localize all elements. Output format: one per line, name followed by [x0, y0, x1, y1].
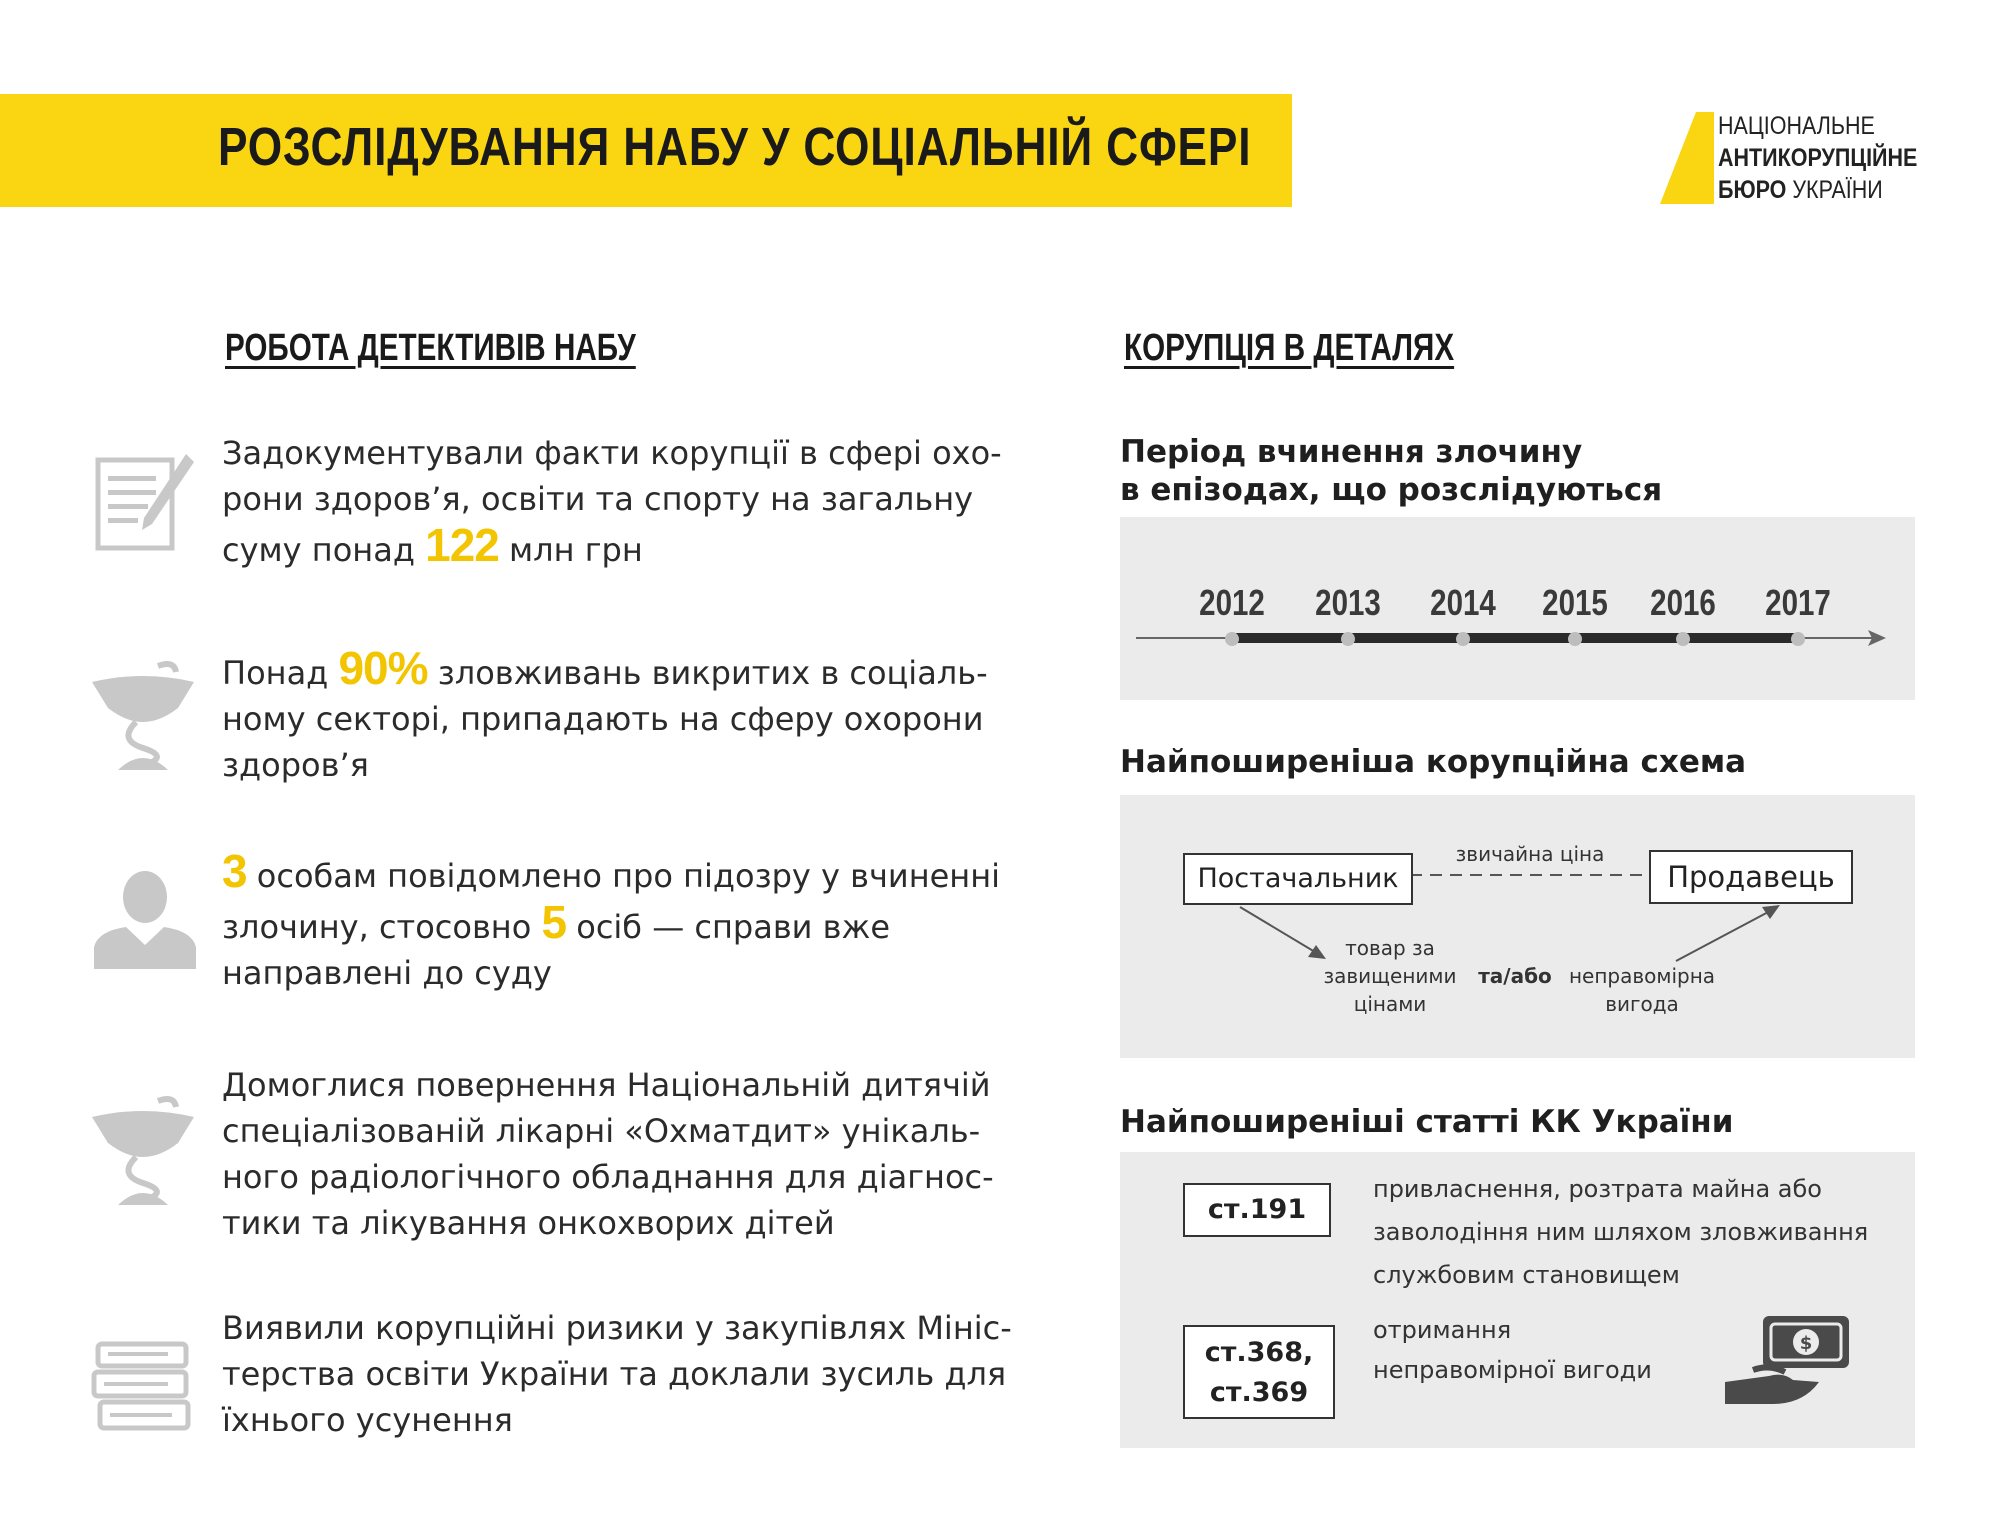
- medicine-bowl-icon: [88, 1095, 198, 1205]
- seller-box: Продавець: [1649, 850, 1853, 904]
- period-title: Період вчинення злочину в епізодах, що розслідуються: [1120, 434, 1663, 508]
- article-191-box: ст.191: [1183, 1183, 1331, 1237]
- normal-price-label: звичайна ціна: [1455, 842, 1605, 866]
- year-label: 2015: [1542, 582, 1608, 623]
- left-section-title: РОБОТА ДЕТЕКТИВІВ НАБУ: [225, 327, 636, 369]
- item-documented: [222, 430, 1012, 573]
- articles-title: Найпоширеніші статті КК України: [1120, 1104, 1734, 1140]
- highlight-percent: 90%: [338, 642, 428, 694]
- svg-text:$: $: [1799, 1333, 1813, 1354]
- logo-mark-icon: [1660, 112, 1718, 204]
- item-documented-line-1: Задокументували факти корупції в сфері охо-: [222, 434, 1002, 472]
- books-icon: [88, 1330, 198, 1440]
- nabu-logo: [1660, 110, 1940, 210]
- article-368-text: отримання неправомірної вигоди: [1373, 1316, 1652, 1384]
- logo-line-3: БЮРО УКРАЇНИ: [1718, 176, 1883, 204]
- item-procurement-line-1: Виявили корупційні ризики у закупівлях Мініс-: [222, 1309, 1012, 1347]
- item-suspects: [222, 845, 1012, 996]
- timeline-dot: [1568, 632, 1582, 646]
- item-procurement-line-3: їхнього усунення: [222, 1401, 513, 1439]
- logo-text: [1718, 110, 1917, 206]
- item-share-line-3: здоров’я: [222, 746, 369, 784]
- year-label: 2012: [1199, 582, 1265, 623]
- item-documented-line-2: рони здоров’я, освіти та спорту на загальну: [222, 480, 974, 518]
- item-equipment-line-1: Домоглися повернення Національній дитячій: [222, 1066, 991, 1104]
- medicine-bowl-icon: [88, 660, 198, 770]
- timeline-dot: [1341, 632, 1355, 646]
- and-or-label: та/або: [1478, 964, 1552, 988]
- timeline-dot: [1676, 632, 1690, 646]
- item-suspects-line-2: злочину, стосовно 5 осіб — справи вже: [222, 896, 891, 948]
- supplier-box: Постачальник: [1183, 853, 1413, 905]
- item-equipment: [222, 1062, 1012, 1246]
- year-label: 2017: [1765, 582, 1831, 623]
- article-368-369-box: ст.368, ст.369: [1183, 1325, 1335, 1419]
- page-title: РОЗСЛІДУВАННЯ НАБУ У СОЦІАЛЬНІЙ СФЕРІ: [218, 117, 1252, 177]
- year-label: 2014: [1430, 582, 1496, 623]
- item-equipment-line-3: ного радіологічного обладнання для діагнос-: [222, 1158, 994, 1196]
- money-hand-icon: [1723, 1310, 1853, 1406]
- highlight-suspects: 3: [222, 845, 247, 897]
- scheme-arrows: [1120, 795, 1915, 1058]
- item-suspects-line-3: направлені до суду: [222, 954, 552, 992]
- item-procurement: [222, 1305, 1012, 1443]
- timeline-dot: [1456, 632, 1470, 646]
- document-pen-icon: [90, 450, 200, 560]
- timeline-dot: [1791, 632, 1805, 646]
- logo-line-2: АНТИКОРУПЦІЙНЕ: [1718, 144, 1918, 172]
- item-procurement-line-2: терства освіти України та доклали зусиль для: [222, 1355, 1007, 1393]
- item-equipment-line-4: тики та лікування онкохворих дітей: [222, 1204, 835, 1242]
- logo-line-1: НАЦІОНАЛЬНЕ: [1718, 112, 1875, 140]
- timeline-dot: [1225, 632, 1239, 646]
- right-section-title: КОРУПЦІЯ В ДЕТАЛЯХ: [1124, 327, 1455, 369]
- person-icon: [90, 865, 200, 975]
- item-share-line-2: ному секторі, припадають на сферу охорони: [222, 700, 984, 738]
- item-suspects-line-1: 3 особам повідомлено про підозру у вчиненні: [222, 845, 1001, 897]
- year-label: 2016: [1650, 582, 1716, 623]
- item-documented-line-3: суму понад 122 млн грн: [222, 519, 643, 571]
- scheme-title: Найпоширеніша корупційна схема: [1120, 744, 1747, 780]
- highlight-amount: 122: [425, 519, 499, 571]
- illicit-benefit-label: неправомірна вигода: [1568, 964, 1716, 1016]
- article-191-text: привласнення, розтрата майна або заволодіння ним шляхом зловживання службовим становищем: [1373, 1175, 1869, 1289]
- item-share: [222, 642, 1012, 788]
- year-label: 2013: [1315, 582, 1381, 623]
- item-share-line-1: Понад 90% зловживань викритих в соціаль-: [222, 642, 988, 694]
- item-equipment-line-2: спеціалізованій лікарні «Охматдит» унікаль-: [222, 1112, 981, 1150]
- inflated-price-label: товар за завищеними цінами: [1323, 936, 1457, 1016]
- highlight-persons: 5: [541, 896, 567, 948]
